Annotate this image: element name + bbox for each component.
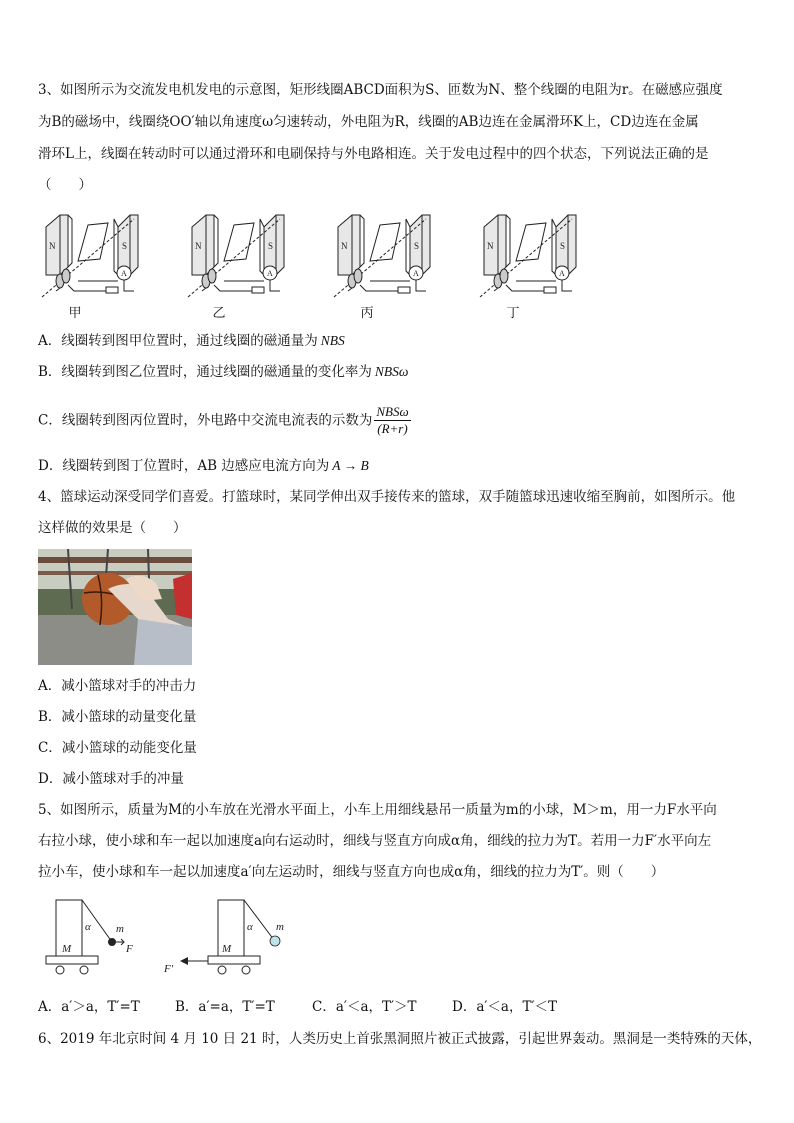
q3-option-b: B．线圈转到图乙位置时，通过线圈的磁通量的变化率为 NBSω [38,364,409,380]
cart-figures [40,892,300,982]
q3-line-3: 滑环L上，线圈在转动时可以通过滑环和电刷保持与外电路相连。关于发电过程中的四个状态，下列说法正确的是 [38,146,709,162]
fig-label-jia: 甲 [68,306,82,321]
fig1-alpha: α [85,921,91,933]
fig2-m: m [276,921,284,933]
q3-option-d: D．线圈转到图丁位置时，AB 边感应电流方向为 A → B [38,458,369,474]
q3-option-a: A．线圈转到图甲位置时，通过线圈的磁通量为 NBS [38,333,345,349]
current-fraction: $\frac{\text{NBSω}}{(R+r)}$ [376,404,409,436]
q3-line-2: 为B的磁场中，线圈绕OO′轴以角速度ω匀速转动，外电阻为R，线圈的AB边连在金属滑环K上，CD边连在金属 [38,114,699,130]
q5-option-c: C．a′＜a，T′＞T [312,999,417,1015]
q5-line-2: 右拉小球，使小球和车一起以加速度a向右运动时，细线与竖直方向成α角，细线的拉力为T。若用一力F′水平向左 [38,833,712,849]
svg-text:S: S [414,241,420,251]
q4-option-d: D．减小篮球对手的冲量 [38,771,184,787]
q5-option-a: A．a′＞a，T′=T [38,999,140,1015]
q4-line-2: 这样做的效果是（ ） [38,520,187,536]
svg-text:N: N [341,241,348,251]
svg-text:A: A [413,269,419,278]
svg-text:S: S [268,241,274,251]
fig2-alpha: α [247,921,253,933]
svg-text:A: A [121,269,127,278]
fig1-F: F [126,943,133,955]
basketball-photo [38,549,192,665]
fig1-M: M [62,943,72,955]
generator-figures [38,205,628,305]
q4-option-a: A．减小篮球对手的冲击力 [38,678,197,694]
q4-option-c: C．减小篮球的动能变化量 [38,740,197,756]
q5-line-1: 5、如图所示，质量为M的小车放在光滑水平面上，小车上用细线悬吊一质量为m的小球，M＞m，用一力F水平向 [38,802,717,818]
svg-text:N: N [195,241,202,251]
q3-answer-paren: （ ） [38,177,92,193]
q4-line-1: 4、篮球运动深受同学们喜爱。打篮球时，某同学伸出双手接传来的篮球，双手随篮球迅速收缩至胸前，如图所示。他 [38,489,736,505]
q3-line-1: 3、如图所示为交流发电机发电的示意图，矩形线圈ABCD面积为S、匝数为N、整个线圈的电阻为r。在磁感应强度 [38,82,723,98]
q4-option-b: B．减小篮球的动量变化量 [38,709,197,725]
svg-text:S: S [560,241,566,251]
svg-text:A: A [559,269,565,278]
fig1-m: m [116,923,124,935]
q5-line-3: 拉小车，使小球和车一起以加速度a′向左运动时，细线与竖直方向也成α角，细线的拉力为T′。则（ ） [38,864,665,880]
fig2-F: F′ [164,963,174,975]
q5-option-b: B．a′=a，T′=T [175,999,275,1015]
fig2-M: M [222,943,232,955]
fig-label-ding: 丁 [506,306,520,321]
q3-option-c: C．线圈转到图丙位置时，外电路中交流电流表的示数为 $\frac{\text{NBSω}}{(R+r)}$ [38,404,409,436]
svg-text:S: S [122,241,128,251]
q5-option-d: D．a′＜a，T′＜T [452,999,558,1015]
svg-text:N: N [49,241,56,251]
q6-line-1: 6、2019 年北京时间 4 月 10 日 21 时，人类历史上首张黑洞照片被正式披露，引起世界轰动。黑洞是一类特殊的天体， [38,1031,762,1047]
svg-text:N: N [487,241,494,251]
fig-label-yi: 乙 [212,306,226,321]
fig-label-bing: 丙 [360,306,374,321]
svg-text:A: A [267,269,273,278]
